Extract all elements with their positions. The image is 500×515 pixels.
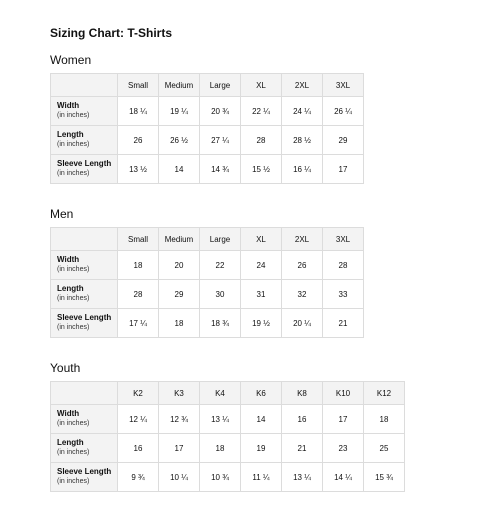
- size-table: [50, 73, 364, 184]
- measurement-value-cell: 33: [323, 280, 364, 309]
- measurement-value-cell: 13 ½: [118, 155, 159, 184]
- row-header-cell: [51, 405, 118, 434]
- page-title: Sizing Chart: T-Shirts: [50, 26, 173, 40]
- size-header-cell: K6: [241, 382, 282, 405]
- measurement-value-cell: 12 ¼: [118, 405, 159, 434]
- sections-container: [50, 53, 480, 492]
- table-row: [51, 309, 364, 338]
- measurement-label: Sleeve Length: [57, 313, 112, 322]
- size-table: [50, 227, 364, 338]
- measurement-label: Width: [57, 255, 80, 264]
- measurement-value-cell: 19 ½: [241, 309, 282, 338]
- measurement-value-cell: 26: [282, 251, 323, 280]
- measurement-value-cell: 31: [241, 280, 282, 309]
- table-row: [51, 280, 364, 309]
- size-header-cell: K2: [118, 382, 159, 405]
- measurement-unit: (in inches): [57, 266, 90, 273]
- size-header-cell: Large: [200, 74, 241, 97]
- measurement-value-cell: 17: [323, 155, 364, 184]
- measurement-value-cell: 28: [323, 251, 364, 280]
- row-header-cell: [51, 309, 118, 338]
- measurement-value-cell: 27 ¼: [200, 126, 241, 155]
- measurement-value-cell: 23: [323, 434, 364, 463]
- measurement-value-cell: 17 ¼: [118, 309, 159, 338]
- row-header-cell: [51, 155, 118, 184]
- header-corner-cell: [51, 382, 118, 405]
- measurement-value-cell: 20: [159, 251, 200, 280]
- measurement-label: Sleeve Length: [57, 159, 112, 168]
- measurement-unit: (in inches): [57, 141, 90, 148]
- measurement-value-cell: 18: [118, 251, 159, 280]
- measurement-value-cell: 19 ¼: [159, 97, 200, 126]
- size-header-cell: Large: [200, 228, 241, 251]
- measurement-value-cell: 20 ¾: [200, 97, 241, 126]
- sizing-chart-page: [50, 26, 480, 515]
- measurement-value-cell: 30: [200, 280, 241, 309]
- section-title: Men: [50, 207, 74, 221]
- table-row: [51, 405, 405, 434]
- size-header-cell: K8: [282, 382, 323, 405]
- measurement-value-cell: 24 ¼: [282, 97, 323, 126]
- table-row: [51, 97, 364, 126]
- size-header-cell: K4: [200, 382, 241, 405]
- measurement-value-cell: 11 ¼: [241, 463, 282, 492]
- measurement-value-cell: 14 ¾: [200, 155, 241, 184]
- measurement-value-cell: 13 ¼: [282, 463, 323, 492]
- size-header-cell: 2XL: [282, 228, 323, 251]
- measurement-value-cell: 13 ¼: [200, 405, 241, 434]
- measurement-value-cell: 25: [364, 434, 405, 463]
- size-header-cell: Medium: [159, 228, 200, 251]
- size-header-cell: K3: [159, 382, 200, 405]
- measurement-value-cell: 10 ¾: [200, 463, 241, 492]
- table-header-row: [51, 228, 364, 251]
- row-header-cell: [51, 463, 118, 492]
- measurement-label: Sleeve Length: [57, 467, 112, 476]
- header-corner-cell: [51, 74, 118, 97]
- size-header-cell: 3XL: [323, 74, 364, 97]
- measurement-value-cell: 16: [118, 434, 159, 463]
- measurement-value-cell: 20 ¼: [282, 309, 323, 338]
- measurement-value-cell: 16 ¼: [282, 155, 323, 184]
- section-title: Women: [50, 53, 92, 67]
- table-row: [51, 434, 405, 463]
- measurement-value-cell: 18: [159, 309, 200, 338]
- measurement-value-cell: 15 ½: [241, 155, 282, 184]
- measurement-label: Length: [57, 438, 84, 447]
- measurement-unit: (in inches): [57, 295, 90, 302]
- measurement-label: Width: [57, 101, 80, 110]
- size-section-women: [50, 53, 480, 184]
- size-header-cell: 3XL: [323, 228, 364, 251]
- measurement-value-cell: 26: [118, 126, 159, 155]
- measurement-value-cell: 14 ¼: [323, 463, 364, 492]
- table-row: [51, 126, 364, 155]
- row-header-cell: [51, 434, 118, 463]
- size-header-cell: 2XL: [282, 74, 323, 97]
- measurement-value-cell: 14: [241, 405, 282, 434]
- measurement-value-cell: 15 ¾: [364, 463, 405, 492]
- measurement-value-cell: 29: [159, 280, 200, 309]
- size-header-cell: K10: [323, 382, 364, 405]
- measurement-value-cell: 16: [282, 405, 323, 434]
- table-row: [51, 251, 364, 280]
- measurement-unit: (in inches): [57, 478, 90, 485]
- size-header-cell: K12: [364, 382, 405, 405]
- measurement-value-cell: 17: [323, 405, 364, 434]
- row-header-cell: [51, 97, 118, 126]
- measurement-value-cell: 21: [282, 434, 323, 463]
- header-corner-cell: [51, 228, 118, 251]
- measurement-value-cell: 12 ¾: [159, 405, 200, 434]
- size-section-men: [50, 207, 480, 338]
- table-header-row: [51, 74, 364, 97]
- table-row: [51, 155, 364, 184]
- row-header-cell: [51, 251, 118, 280]
- size-header-cell: Small: [118, 228, 159, 251]
- size-section-youth: [50, 361, 480, 492]
- section-title: Youth: [50, 361, 81, 375]
- measurement-value-cell: 18: [364, 405, 405, 434]
- row-header-cell: [51, 126, 118, 155]
- measurement-value-cell: 24: [241, 251, 282, 280]
- size-header-cell: XL: [241, 74, 282, 97]
- measurement-value-cell: 28: [118, 280, 159, 309]
- measurement-value-cell: 18 ¼: [118, 97, 159, 126]
- measurement-label: Length: [57, 130, 84, 139]
- table-row: [51, 463, 405, 492]
- measurement-value-cell: 26 ½: [159, 126, 200, 155]
- measurement-value-cell: 28 ½: [282, 126, 323, 155]
- measurement-unit: (in inches): [57, 324, 90, 331]
- measurement-value-cell: 19: [241, 434, 282, 463]
- measurement-value-cell: 10 ¼: [159, 463, 200, 492]
- measurement-value-cell: 22: [200, 251, 241, 280]
- measurement-label: Length: [57, 284, 84, 293]
- size-header-cell: XL: [241, 228, 282, 251]
- size-header-cell: Medium: [159, 74, 200, 97]
- row-header-cell: [51, 280, 118, 309]
- measurement-unit: (in inches): [57, 420, 90, 427]
- measurement-unit: (in inches): [57, 112, 90, 119]
- measurement-value-cell: 14: [159, 155, 200, 184]
- measurement-value-cell: 26 ¼: [323, 97, 364, 126]
- measurement-unit: (in inches): [57, 170, 90, 177]
- size-table: [50, 381, 405, 492]
- measurement-value-cell: 32: [282, 280, 323, 309]
- measurement-value-cell: 9 ¾: [118, 463, 159, 492]
- measurement-unit: (in inches): [57, 449, 90, 456]
- table-header-row: [51, 382, 405, 405]
- measurement-value-cell: 17: [159, 434, 200, 463]
- size-header-cell: Small: [118, 74, 159, 97]
- measurement-value-cell: 18 ¾: [200, 309, 241, 338]
- measurement-value-cell: 18: [200, 434, 241, 463]
- measurement-label: Width: [57, 409, 80, 418]
- measurement-value-cell: 22 ¼: [241, 97, 282, 126]
- measurement-value-cell: 21: [323, 309, 364, 338]
- measurement-value-cell: 28: [241, 126, 282, 155]
- measurement-value-cell: 29: [323, 126, 364, 155]
